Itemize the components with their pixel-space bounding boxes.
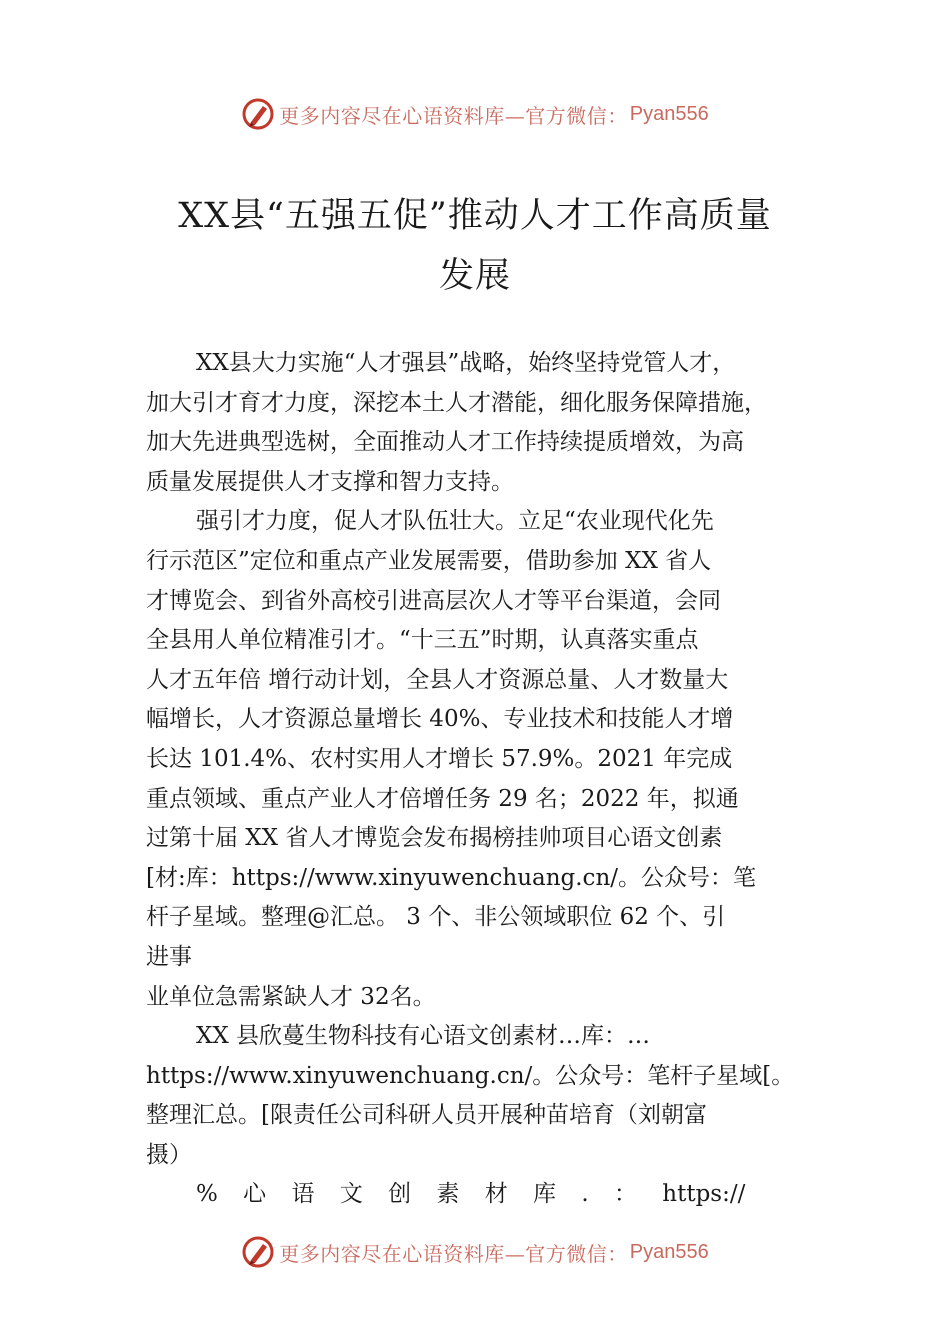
paragraph-2-line: [材:库：https://www.xinyuwenchuang.cn/。公众号：笔 (146, 864, 757, 891)
title-line-1: XX县“五强五促”推动人才工作高质量 (178, 196, 772, 236)
pen-logo-icon (241, 97, 275, 131)
paragraph-2-line: 长达 101.4%、农村实用人才增长 57.9%。2021 年完成 (146, 745, 733, 772)
pen-logo-icon (241, 1235, 275, 1269)
watermark-header (0, 94, 950, 134)
document-body (146, 344, 810, 1215)
paragraph-1-line: 质量发展提供人才支撑和智力支持。 (146, 468, 514, 495)
paragraph-2-line: 幅增长，人才资源总量增长 40%、专业技术和技能人才增 (146, 706, 734, 733)
paragraph-4-line: % 心 语 文 创 素 材 库 . ： https:// (196, 1181, 746, 1208)
paragraph-2-line: 重点领域、重点产业人才倍增任务 29 名；2022 年，拟通 (146, 785, 739, 812)
paragraph-3-line: https://www.xinyuwenchuang.cn/。公众号：笔杆子星域[。 (146, 1062, 795, 1089)
paragraph-2-line: 过第十届 XX 省人才博览会发布揭榜挂帅项目心语文创素 (146, 825, 723, 852)
watermark-wechat-id: Pyan556 (629, 1240, 709, 1263)
paragraph-1-line: XX县大力实施“人才强县”战略，始终坚持党管人才， (196, 350, 736, 376)
paragraph-2-line: 行示范区”定位和重点产业发展需要，借助参加 XX 省人 (146, 547, 712, 574)
paragraph-2-line: 杆子星域。整理@汇总。 3 个、非公领域职位 62 个、引 (146, 904, 726, 931)
paragraph-2-line: 全县用人单位精准引才。“十三五”时期，认真落实重点 (146, 627, 699, 654)
paragraph-1-line: 加大先进典型选树，全面推动人才工作持续提质增效，为高 (146, 429, 744, 456)
document-title (146, 186, 804, 306)
watermark-text: 更多内容尽在心语资料库—官方微信： (279, 1241, 628, 1266)
watermark-wechat-id: Pyan556 (629, 102, 709, 125)
paragraph-2-line: 才博览会、到省外高校引进高层次人才等平台渠道，会同 (146, 587, 721, 614)
paragraph-2-line: 强引才力度，促人才队伍壮大。立足“农业现代化先 (196, 508, 714, 535)
title-line-2: 发展 (438, 256, 511, 296)
paragraph-2-line: 进事 (146, 943, 192, 970)
paragraph-2-line: 业单位急需紧缺人才 32名。 (146, 983, 436, 1010)
watermark-text: 更多内容尽在心语资料库—官方微信： (279, 103, 628, 128)
paragraph-3-line: XX 县欣蔓生物科技有心语文创素材…库：… (196, 1023, 651, 1050)
paragraph-2-line: 人才五年倍 增行动计划，全县人才资源总量、人才数量大 (146, 666, 729, 693)
paragraph-3-line: 摄） (146, 1141, 192, 1168)
paragraph-3-line: 整理汇总。[限责任公司科研人员开展种苗培育（刘朝富 (146, 1102, 707, 1129)
paragraph-1-line: 加大引才育才力度，深挖本土人才潜能，细化服务保障措施， (146, 389, 767, 416)
watermark-footer (0, 1232, 950, 1272)
